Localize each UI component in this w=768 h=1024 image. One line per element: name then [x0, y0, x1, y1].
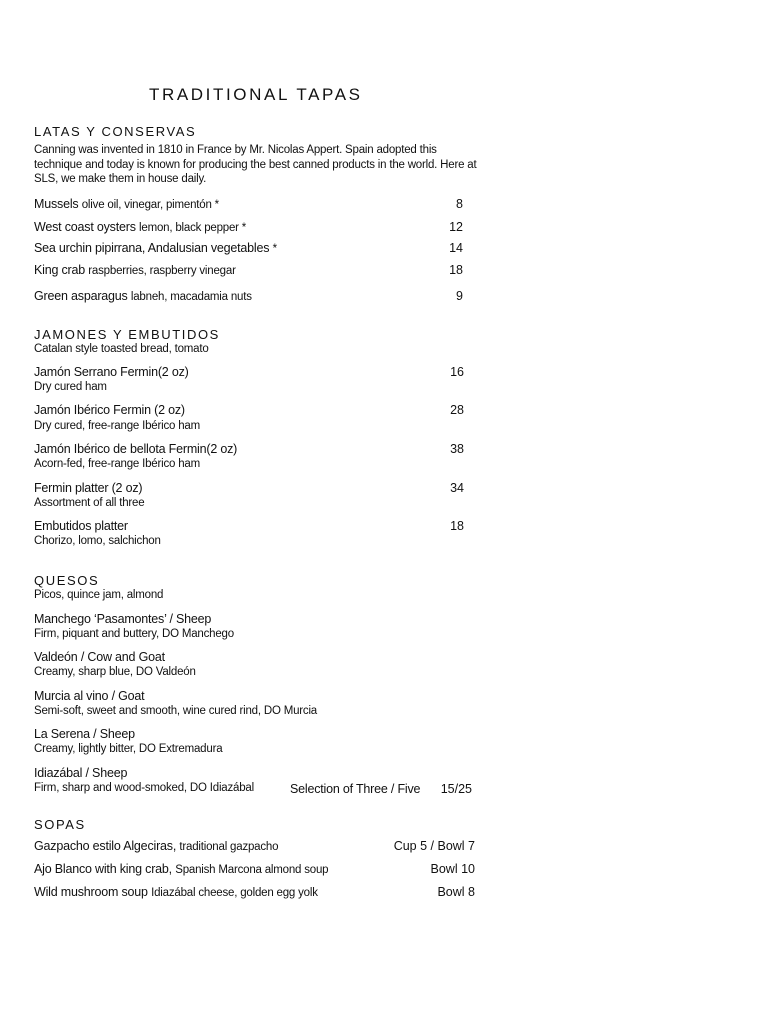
item-desc: Semi-soft, sweet and smooth, wine cured rind, DO Murcia [34, 705, 318, 717]
item-price: 12 [449, 220, 463, 234]
item-price: 34 [450, 481, 464, 495]
item-name: Mussels [34, 197, 79, 211]
item-price: Cup 5 / Bowl 7 [393, 839, 475, 853]
item-price: 38 [450, 442, 464, 456]
item-name: West coast oysters [34, 220, 136, 234]
item-desc: lemon, black pepper * [139, 222, 247, 234]
menu-item [34, 862, 328, 876]
item-name: Jamón Ibérico de bellota Fermin(2 oz) [34, 442, 238, 456]
item-desc: Idiazábal cheese, golden egg yolk [151, 887, 318, 899]
item-price: Bowl 8 [437, 885, 475, 899]
section-heading-latas: LATAS Y CONSERVAS [34, 124, 197, 139]
item-desc: Creamy, lightly bitter, DO Extremadura [34, 743, 223, 755]
item-desc: Dry cured, free-range Ibérico ham [34, 420, 200, 432]
item-name: Fermin platter (2 oz) [34, 481, 143, 495]
item-price: 8 [456, 197, 463, 211]
item-price: 28 [450, 403, 464, 417]
menu-item [34, 220, 246, 234]
item-desc: * [272, 243, 277, 255]
item-name: Wild mushroom soup [34, 885, 148, 899]
section-heading-sopas: SOPAS [34, 817, 86, 832]
menu-item [34, 885, 318, 899]
item-price: Bowl 10 [430, 862, 475, 876]
latas-intro: Canning was invented in 1810 in France by Mr. Nicolas Appert. Spain adopted this technique and today is known for producing the best canned products in the world. Here at SLS, we make them in house daily. [34, 144, 477, 185]
item-price: 16 [450, 365, 464, 379]
menu-item [34, 241, 277, 255]
item-desc: Assortment of all three [34, 497, 145, 509]
section-heading-jamones: JAMONES Y EMBUTIDOS [34, 327, 220, 342]
item-name: Green asparagus [34, 289, 128, 303]
menu-item [34, 289, 252, 303]
item-name: Murcia al vino / Goat [34, 689, 145, 703]
menu-item [34, 839, 278, 853]
cheese-selection-label: Selection of Three / Five [290, 782, 421, 796]
item-name: Embutidos platter [34, 519, 128, 533]
item-desc: labneh, macadamia nuts [130, 291, 252, 303]
item-name: Valdeón / Cow and Goat [34, 650, 165, 664]
item-name: Manchego ‘Pasamontes’ / Sheep [34, 612, 212, 626]
item-name: Idiazábal / Sheep [34, 766, 128, 780]
item-desc: raspberries, raspberry vinegar [88, 265, 236, 277]
menu-item [34, 263, 236, 277]
item-name: Ajo Blanco with king crab, [34, 862, 172, 876]
item-desc: Creamy, sharp blue, DO Valdeón [34, 666, 196, 678]
item-name: Gazpacho estilo Algeciras, [34, 839, 177, 853]
item-desc: olive oil, vinegar, pimentón * [81, 199, 219, 211]
menu-item [34, 197, 219, 211]
item-name: Jamón Ibérico Fermin (2 oz) [34, 403, 185, 417]
item-desc: traditional gazpacho [179, 841, 279, 853]
item-desc: Spanish Marcona almond soup [175, 864, 329, 876]
section-subtitle: Picos, quince jam, almond [34, 589, 164, 601]
page-title: TRADITIONAL TAPAS [149, 85, 363, 104]
item-name: King crab [34, 263, 86, 277]
cheese-selection-price: 15/25 [440, 782, 472, 796]
item-desc: Chorizo, lomo, salchichon [34, 535, 161, 547]
section-subtitle: Catalan style toasted bread, tomato [34, 343, 209, 355]
item-name: Jamón Serrano Fermin(2 oz) [34, 365, 189, 379]
item-desc: Acorn-fed, free-range Ibérico ham [34, 458, 200, 470]
item-price: 14 [449, 241, 463, 255]
item-desc: Firm, sharp and wood-smoked, DO Idiazábal [34, 782, 254, 794]
item-price: 18 [449, 263, 463, 277]
section-heading-quesos: QUESOS [34, 573, 100, 588]
item-name: Sea urchin pipirrana, Andalusian vegetables [34, 241, 270, 255]
item-price: 18 [450, 519, 464, 533]
item-name: La Serena / Sheep [34, 727, 135, 741]
item-price: 9 [456, 289, 463, 303]
item-desc: Firm, piquant and buttery, DO Manchego [34, 628, 234, 640]
item-desc: Dry cured ham [34, 381, 107, 393]
